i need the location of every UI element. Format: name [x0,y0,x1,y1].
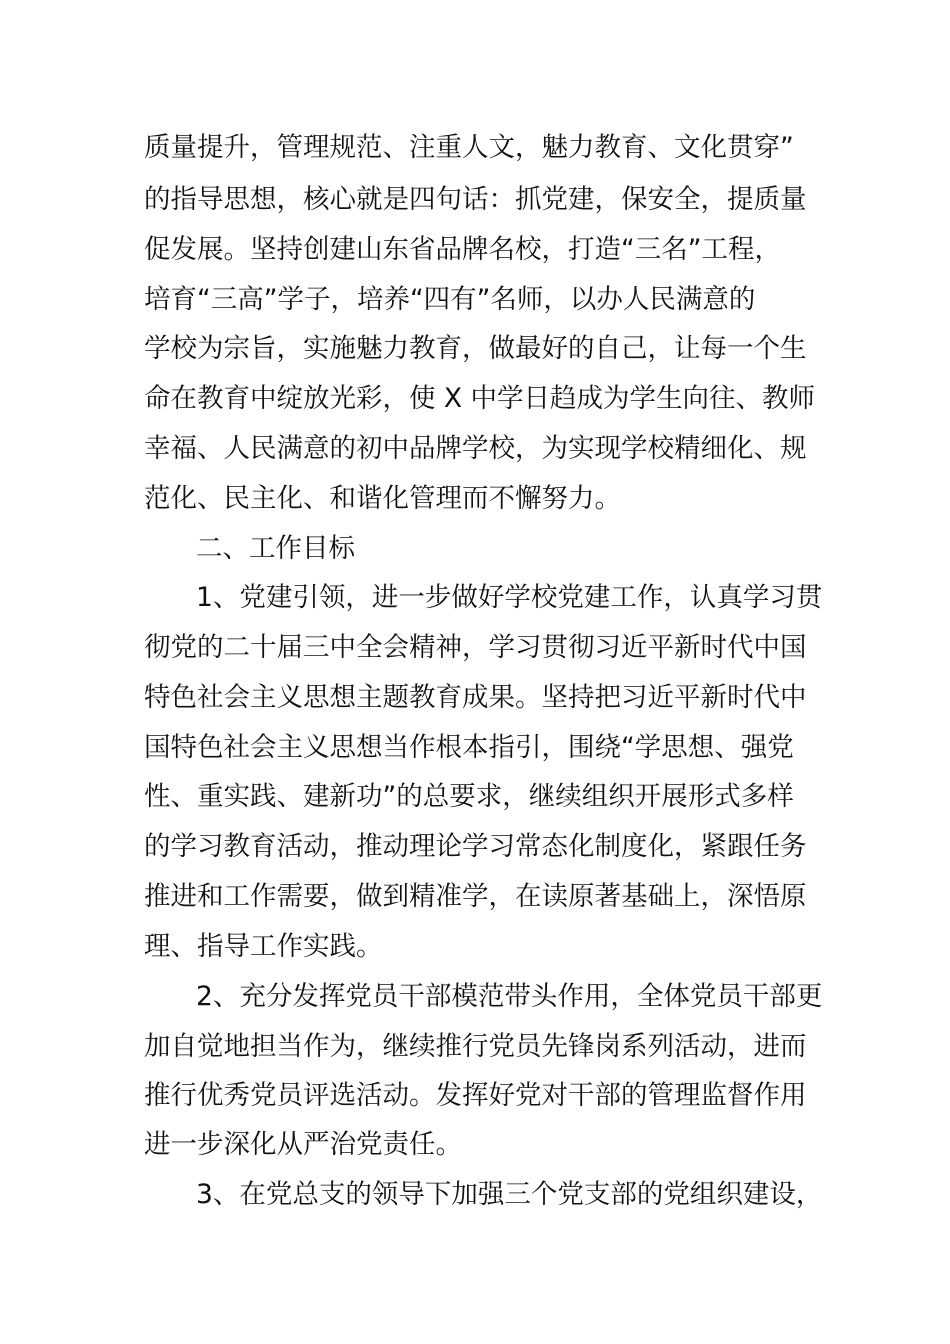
text-line: 国特色社会主义思想当作根本指引，围绕“学思想、强党 [144,732,794,763]
text-line: 1、党建引领，进一步做好学校党建工作，认真学习贯 [196,582,823,613]
text-line: 幸福、人民满意的初中品牌学校，为实现学校精细化、规 [144,433,807,464]
text-line: 质量提升，管理规范、注重人文，魅力教育、文化贯穿” [144,132,794,163]
text-line: 特色社会主义思想主题教育成果。坚持把习近平新时代中 [144,682,807,713]
text-line: 推行优秀党员评选活动。发挥好党对干部的管理监督作用 [144,1080,807,1111]
text-line: 范化、民主化、和谐化管理而不懈努力。 [144,483,621,514]
text-line: 培育“三高”学子，培养“四有”名师，以办人民满意的 [144,284,756,315]
text-line: 命在教育中绽放光彩，使 X 中学日趋成为学生向往、教师 [144,383,816,414]
text-line: 进一步深化从严治党责任。 [144,1129,462,1160]
text-line: 促发展。坚持创建山东省品牌名校，打造“三名”工程， [144,234,781,265]
text-line: 的指导思想，核心就是四句话：抓党建，保安全，提质量 [144,184,807,215]
section-heading: 二、工作目标 [196,533,355,564]
text-line: 学校为宗旨，实施魅力教育，做最好的自己，让每一个生 [144,333,807,364]
text-line: 2、充分发挥党员干部模范带头作用，全体党员干部更 [196,981,823,1012]
text-line: 性、重实践、建新功”的总要求，继续组织开展形式多样 [144,781,794,812]
text-line: 推进和工作需要，做到精准学，在读原著基础上，深悟原 [144,881,807,912]
text-line: 理、指导工作实践。 [144,931,383,962]
text-line: 的学习教育活动，推动理论学习常态化制度化，紧跟任务 [144,831,807,862]
text-line: 彻党的二十届三中全会精神，学习贯彻习近平新时代中国 [144,632,807,663]
text-line: 3、在党总支的领导下加强三个党支部的党组织建设， [196,1179,823,1210]
text-line: 加自觉地担当作为，继续推行党员先锋岗系列活动，进而 [144,1031,807,1062]
